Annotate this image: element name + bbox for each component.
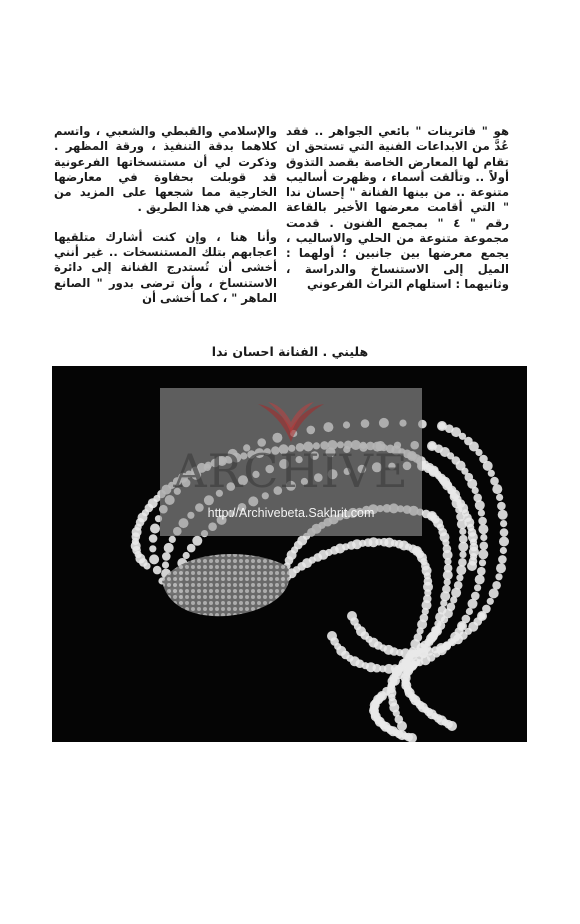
necklace-bead [500, 547, 507, 554]
necklace-bead [440, 600, 447, 607]
necklace-bead [498, 555, 507, 564]
necklace-bead [495, 573, 502, 580]
necklace-bead [480, 542, 489, 551]
necklace-bead [466, 608, 473, 615]
necklace-bead [479, 559, 486, 566]
necklace-bead [149, 534, 158, 543]
necklace-bead [483, 461, 493, 471]
necklace-bead [488, 470, 495, 477]
article-paragraph: هو " فاترينات " بائعي الجواهر .. فقد عُدَّ من الابداعات الفنية التي تستحق ان تقام لها المعارض الخاصة بقصد التذوق أولاً .. وتألقت أسماء ، وظهرت أساليب متنوعة .. من بينها الفنانة " إحسان ندا " التي أقامت معرضها الأخير بالقاعة رقم " ٤ " بمجمع الفنون . قدمت مجموعة متنوعة من الحلي والاساليب ، يجمع معرضها بين جانبين ؛ أولهما : الميل إلى الاستنساخ والدراسة ، وثانيهما : استلهام التراث الفرعوني [286, 124, 509, 291]
necklace-bead [496, 494, 503, 501]
necklace-bead [478, 524, 488, 534]
necklace-bead [492, 581, 501, 590]
necklace-bead [192, 536, 202, 546]
article-paragraph: وأنا هنا ، وإن كنت أشارك متلقيها اعجابهم بتلك المستنسخات .. غير أنني أخشى أن تُستدرج الفنانة إلى دائرة الاستنساخ ، وأن ترضى بدور " الصانع الماهر " ، كما أخشى أن [54, 229, 277, 305]
necklace-bead [150, 524, 160, 534]
necklace-bead [169, 536, 176, 543]
necklace-bead [438, 422, 445, 429]
necklace-bead [162, 561, 169, 568]
necklace-bead [459, 551, 466, 558]
watermark-url: http://Archivebeta.Sakhrit.com [207, 506, 375, 520]
necklace-bead [440, 591, 450, 601]
necklace-bead [475, 575, 485, 585]
necklace-bead [444, 579, 451, 586]
necklace-bead [468, 599, 478, 609]
necklace-bead [347, 611, 357, 621]
necklace-bead [478, 517, 487, 526]
watermark-title: ARCHIVE [173, 444, 409, 498]
article-paragraph: والإسلامي والقبطي والشعبي ، واتسم كلاهما بدقة التنفيذ ، ورقة المظهر . وذكرت لي أن مستنسخاتها الفرعونية قد قوبلت بحفاوة في معارضها الخارجية مما شجعها على المزيد من المضي في هذا الطريق . [54, 124, 277, 215]
necklace-bead [498, 510, 508, 520]
necklace-bead [478, 509, 485, 516]
book-wings-logo-icon [256, 394, 326, 446]
necklace-bead [500, 528, 509, 537]
necklace-bead [162, 552, 171, 561]
necklace-bead [475, 449, 482, 456]
figure-caption: هليني . الفنانة احسان ندا [211, 344, 369, 359]
necklace-bead [477, 567, 486, 576]
necklace-bead [472, 487, 479, 494]
necklace-bead [500, 520, 507, 527]
necklace-bead [183, 552, 190, 559]
necklace-bead [467, 561, 477, 571]
necklace-bead [153, 566, 162, 575]
necklace-bead [496, 563, 506, 573]
necklace-bead [187, 544, 196, 553]
necklace-bead [456, 574, 463, 581]
necklace-bead [458, 542, 468, 552]
archive-watermark [160, 388, 422, 536]
necklace-bead [327, 631, 337, 641]
article-column-right [286, 124, 509, 292]
necklace-bead [447, 721, 457, 731]
necklace-bead [475, 500, 485, 510]
necklace-bead [478, 549, 488, 559]
necklace-bead [451, 588, 461, 598]
article-column-left [54, 124, 277, 306]
necklace-bead [456, 565, 466, 575]
necklace-bead [149, 545, 156, 552]
necklace-bead [397, 721, 407, 731]
necklace-bead [474, 584, 481, 591]
necklace-bead [492, 484, 502, 494]
necklace-bead [164, 543, 174, 553]
necklace-bead [459, 528, 466, 535]
necklace-bead [497, 502, 506, 511]
necklace-bead [489, 588, 499, 598]
necklace-bead [149, 554, 159, 564]
necklace-bead [480, 534, 487, 541]
necklace-bead [450, 596, 457, 603]
necklace-bead [499, 537, 509, 547]
necklace-bead [487, 598, 494, 605]
